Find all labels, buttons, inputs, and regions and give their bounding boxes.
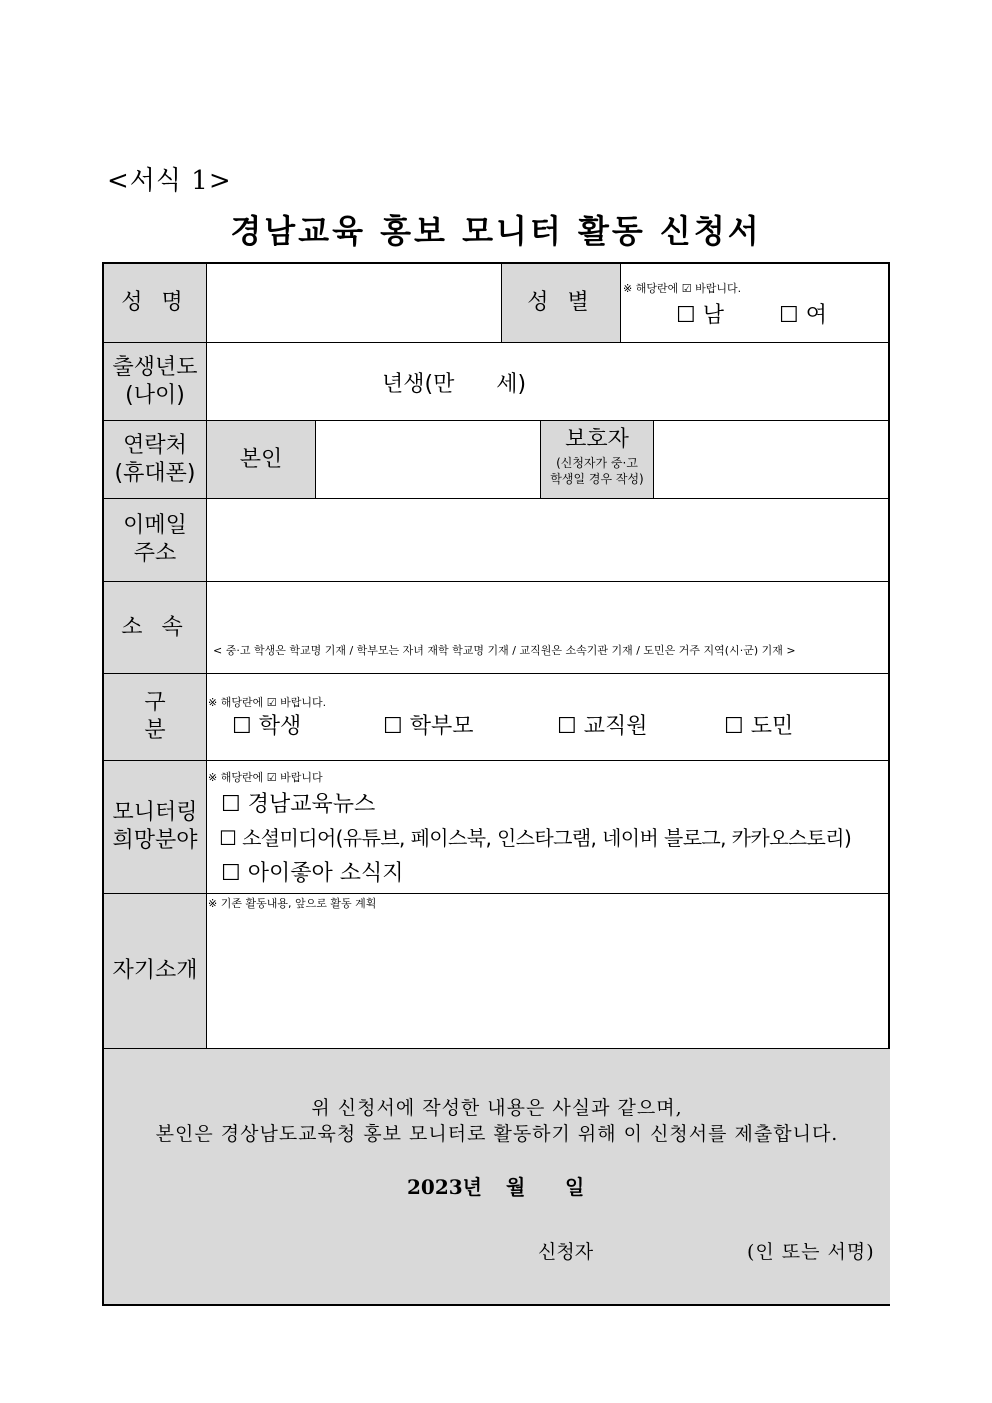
affiliation-label: 소 속 [104,582,206,673]
birth-template: 년생(만 세) [382,372,527,397]
form-title: 경남교육 홍보 모니터 활동 신청서 [230,212,762,250]
monitoring-option-social-media[interactable]: ☐ 소셜미디어(유튜브, 페이스북, 인스타그램, 네이버 블로그, 카카오스토리) [219,826,852,850]
name-label: 성 명 [104,264,206,342]
category-option-parent[interactable]: ☐ 학부모 [383,714,474,739]
category-field [207,674,890,760]
application-form [102,262,890,1306]
applicant-label: 신청자 [538,1241,594,1263]
intro-label: 자기소개 [104,894,206,1048]
category-option-staff[interactable]: ☐ 교직원 [557,714,648,739]
declaration-section [104,1049,890,1304]
declaration-line-2: 본인은 경상남도교육청 홍보 모니터로 활동하기 위해 이 신청서를 제출합니다. [155,1123,839,1145]
name-field[interactable] [207,264,501,342]
email-label: 이메일 주소 [104,499,206,581]
signature-label: (인 또는 서명) [747,1241,875,1263]
birth-field[interactable] [207,343,890,420]
monitoring-option-newsletter[interactable]: ☐ 아이좋아 소식지 [221,861,404,886]
gender-field [621,264,890,342]
date-day: 일 [565,1175,585,1199]
date-month: 월 [506,1175,526,1199]
declaration-line-1: 위 신청서에 작성한 내용은 사실과 같으며, [311,1097,683,1119]
gender-option-female[interactable]: ☐ 여 [779,303,827,328]
self-phone-label: 본인 [207,421,315,498]
gender-label: 성 별 [502,264,620,342]
contact-label: 연락처 (휴대폰) [104,421,206,498]
guardian-phone-label: 보호자 (신청자가 중·고 학생일 경우 작성) [541,421,653,498]
affiliation-field[interactable] [207,582,890,673]
date-year: 2023년 [407,1175,482,1199]
guardian-phone-field[interactable] [654,421,890,498]
affiliation-guide: < 중·고 학생은 학교명 기재 / 학부모는 자녀 재학 학교명 기재 / 교직원은 소속기관 기재 / 도민은 거주 지역(시·군) 기재 > [213,644,796,657]
form-number: <서식 1> [107,166,232,196]
monitoring-label: 모니터링 희망분야 [104,761,206,893]
birth-label: 출생년도 (나이) [104,343,206,420]
intro-note: ※ 기존 활동내용, 앞으로 활동 계획 [208,897,377,910]
category-note: ※ 해당란에 ☑ 바랍니다. [208,696,327,709]
self-phone-field[interactable] [316,421,540,498]
monitoring-field [207,761,890,893]
monitoring-note: ※ 해당란에 ☑ 바랍니다 [208,771,323,784]
intro-field[interactable] [207,894,890,1048]
category-option-resident[interactable]: ☐ 도민 [724,714,794,739]
gender-option-male[interactable]: ☐ 남 [676,303,724,328]
gender-note: ※ 해당란에 ☑ 바랍니다. [623,282,742,295]
category-option-student[interactable]: ☐ 학생 [232,714,302,739]
email-field[interactable] [207,499,890,581]
monitoring-option-news[interactable]: ☐ 경남교육뉴스 [221,792,376,817]
category-label: 구 분 [104,674,206,760]
